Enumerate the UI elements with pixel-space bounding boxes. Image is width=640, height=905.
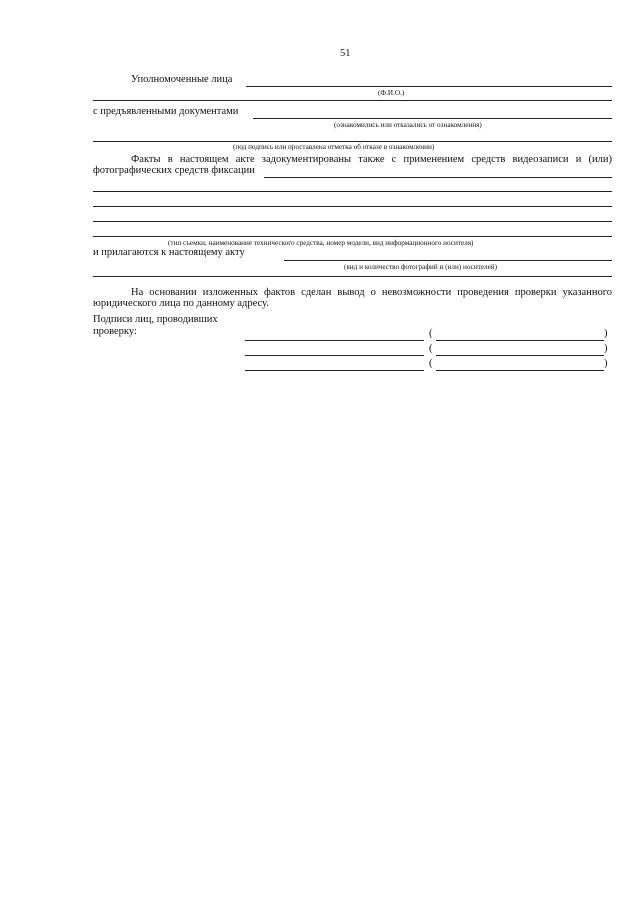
- conclusion-line2: юридического лица по данному адресу.: [93, 298, 269, 309]
- documents-fill-line: [253, 118, 612, 119]
- authorized-persons-label: Уполномоченные лица: [131, 74, 233, 85]
- attach-label: и прилагаются к настоящему акту: [93, 247, 245, 258]
- attach-fill-line-2: [93, 276, 612, 277]
- signature-name-line-2[interactable]: [436, 355, 604, 356]
- documents-caption: (ознакомились или отказались от ознакомления): [334, 121, 482, 129]
- signature-open-paren-1: (: [429, 328, 433, 339]
- signatures-label-line1: Подписи лиц, проводивших: [93, 314, 218, 325]
- facts-fill-line-4: [93, 221, 612, 222]
- documents-signature-caption: (под подпись или проставлена отметка об отказе в ознакомлении): [233, 143, 435, 151]
- signature-line-3[interactable]: [245, 370, 424, 371]
- facts-fill-line-5: [93, 236, 612, 237]
- signature-open-paren-2: (: [429, 343, 433, 354]
- signature-close-paren-2: ): [604, 343, 608, 354]
- facts-fill-line-3: [93, 206, 612, 207]
- authorized-persons-fill-line-2: [93, 100, 612, 101]
- facts-fill-line-1: [264, 177, 612, 178]
- authorized-persons-fill-line: [246, 86, 612, 87]
- facts-text-line2: фотографических средств фиксации: [93, 165, 255, 176]
- facts-caption: (тип съемки, наименование технического средства, номер модели, вид информационного носителя): [168, 239, 474, 247]
- documents-signature-line: [93, 141, 612, 142]
- signature-close-paren-3: ): [604, 358, 608, 369]
- signature-close-paren-1: ): [604, 328, 608, 339]
- signature-line-1[interactable]: [245, 340, 424, 341]
- facts-fill-line-2: [93, 191, 612, 192]
- page-number: 51: [340, 48, 351, 59]
- signatures-label-line2: проверку:: [93, 326, 137, 337]
- attach-fill-line: [284, 260, 612, 261]
- signature-line-2[interactable]: [245, 355, 424, 356]
- documents-label: с предъявленными документами: [93, 106, 239, 117]
- signature-open-paren-3: (: [429, 358, 433, 369]
- attach-caption: (вид и количество фотографий и (или) носителей): [344, 263, 498, 271]
- facts-text-line1: Факты в настоящем акте задокументированы также с применением средств видеозаписи и (или): [131, 154, 612, 165]
- fio-caption: (Ф.И.О.): [378, 89, 405, 97]
- signature-name-line-3[interactable]: [436, 370, 604, 371]
- conclusion-line1: На основании изложенных фактов сделан вывод о невозможности проведения проверки указанного: [131, 287, 612, 298]
- signature-name-line-1[interactable]: [436, 340, 604, 341]
